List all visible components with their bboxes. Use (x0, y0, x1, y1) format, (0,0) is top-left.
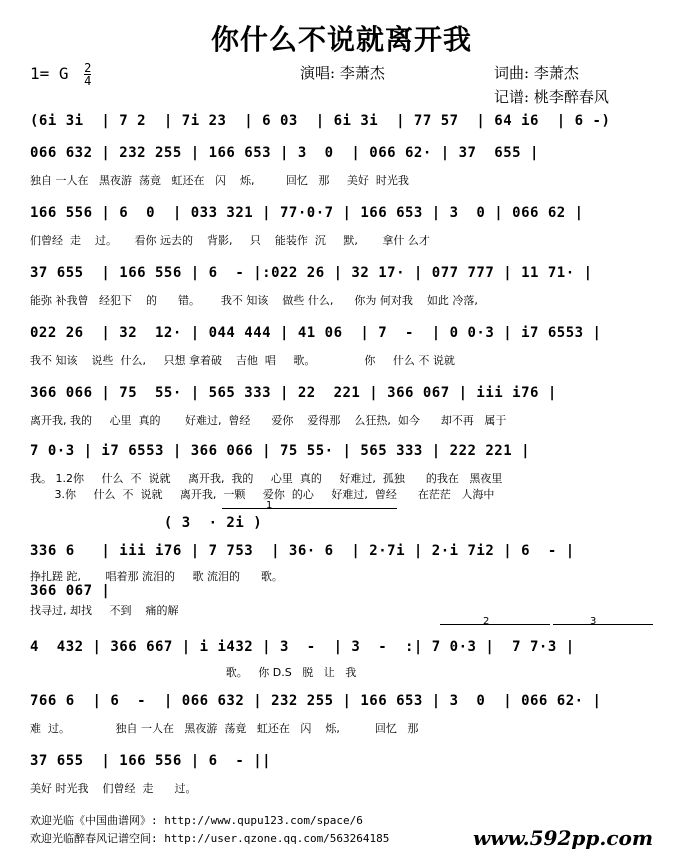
time-top: 2 (84, 61, 92, 75)
volta-bracket-1 (222, 508, 397, 509)
notes: 37 655 | 166 556 | 6 - || (30, 753, 272, 769)
transcriber: 记谱: 桃李醉春风 (494, 88, 609, 106)
song-title: 你什么不说就离开我 (210, 23, 472, 56)
staff-line-11 (0, 690, 683, 735)
notes: 366 066 | 75 55· | 565 333 | 22 221 | 366 067 | iii i76 | (30, 385, 557, 401)
footer-line-2: 欢迎光临醉春风记谱空间: http://user.qzone.qq.com/563264185 (30, 832, 390, 845)
notes: 7 0·3 | i7 6553 | 366 066 | 75 55· | 565 333 | 222 221 | (30, 443, 531, 459)
volta-bracket-3 (553, 624, 653, 625)
volta-bracket-2 (440, 624, 550, 625)
staff-line-6 (0, 382, 683, 427)
notes: 336 6 | iii i76 | 7 753 | 36· 6 | 2·7i | 2·i 7i2 | 6 - | (30, 543, 575, 559)
lyrics: 美好 时光我 们曾经 走 过。 (30, 782, 197, 795)
volta-number-2: 2 (483, 616, 490, 627)
singer: 演唱: 李萧杰 (300, 64, 385, 82)
lyrics: 能弥 补我曾 经犯下 的 错。 我不 知该 做些 什么, 你为 何对我 如此 冷落, (30, 294, 478, 307)
brand-watermark: www.592pp.com (473, 826, 653, 850)
key-text: 1= G (30, 64, 69, 83)
lyrics: 我不 知该 说些 什么, 只想 拿着破 吉他 唱 歌。 你 什么 不 说就 (30, 354, 455, 367)
lyrics-verse-3: 3.你 什么 不 说就 离开我, 一颗 爱你 的心 好难过, 曾经 在茫茫 人海中 (30, 488, 495, 501)
notes: 37 655 | 166 556 | 6 - |:022 26 | 32 17· | 077 777 | 11 71· | (30, 265, 593, 281)
notes: ( 3 · 2i ) (30, 515, 263, 531)
staff-line-8-upper (0, 512, 683, 536)
lyrics: 独自 一人在 黑夜游 荡竟 虹还在 闪 烁, 回忆 那 美好 时光我 (30, 174, 409, 187)
notes: 366 067 | (30, 583, 111, 599)
footer-line-1: 欢迎光临《中国曲谱网》: http://www.qupu123.com/space/6 (30, 814, 363, 827)
lyrics: 离开我, 我的 心里 真的 好难过, 曾经 爱你 爱得那 么狂热, 如今 却不再 属于 (30, 414, 507, 427)
lyrics-verse-1: 我。 1.2你 什么 不 说就 离开我, 我的 心里 真的 好难过, 孤独 的我在 黑夜里 (30, 472, 503, 485)
staff-line-9 (0, 580, 683, 617)
staff-line-2 (0, 142, 683, 187)
notes: 4 432 | 366 667 | i i432 | 3 - | 3 - :| 7 0·3 | 7 7·3 | (30, 639, 575, 655)
time-bottom: 4 (84, 74, 92, 88)
notes: 066 632 | 232 255 | 166 653 | 3 0 | 066 62· | 37 655 | (30, 145, 539, 161)
notes: 022 26 | 32 12· | 044 444 | 41 06 | 7 - | 0 0·3 | i7 6553 | (30, 325, 602, 341)
lyrics: 们曾经 走 过。 看你 远去的 背影, 只 能装作 沉 默, 拿什 么才 (30, 234, 430, 247)
staff-line-10 (0, 636, 683, 679)
volta-number-3: 3 (590, 616, 597, 627)
volta-number-1: 1 (266, 500, 273, 511)
lyrics: 挣扎蹉 跎, 唱着那 流泪的 歌 流泪的 歌。 (30, 570, 283, 583)
staff-line-3 (0, 202, 683, 247)
staff-line-4 (0, 262, 683, 307)
staff-line-12 (0, 750, 683, 795)
time-signature (84, 62, 91, 87)
staff-line-5 (0, 322, 683, 367)
staff-line-7 (0, 440, 683, 501)
staff-line-1 (0, 110, 683, 134)
lyrics: 难 过。 独自 一人在 黑夜游 荡竟 虹还在 闪 烁, 回忆 那 (30, 722, 419, 735)
notes: 166 556 | 6 0 | 033 321 | 77·0·7 | 166 653 | 3 0 | 066 62 | (30, 205, 584, 221)
key-signature (30, 62, 91, 87)
staff-line-8 (0, 540, 683, 583)
notes: (6i 3i | 7 2 | 7i 23 | 6 03 | 6i 3i | 77 57 | 64 i6 | 6 -) (30, 113, 611, 129)
lyricist: 词曲: 李萧杰 (494, 64, 579, 82)
lyrics: 找寻过, 却找 不到 痛的解 (30, 604, 179, 617)
notes: 766 6 | 6 - | 066 632 | 232 255 | 166 653 | 3 0 | 066 62· | (30, 693, 602, 709)
lyrics: 歌。 你 D.S 脱 让 我 (30, 666, 357, 679)
